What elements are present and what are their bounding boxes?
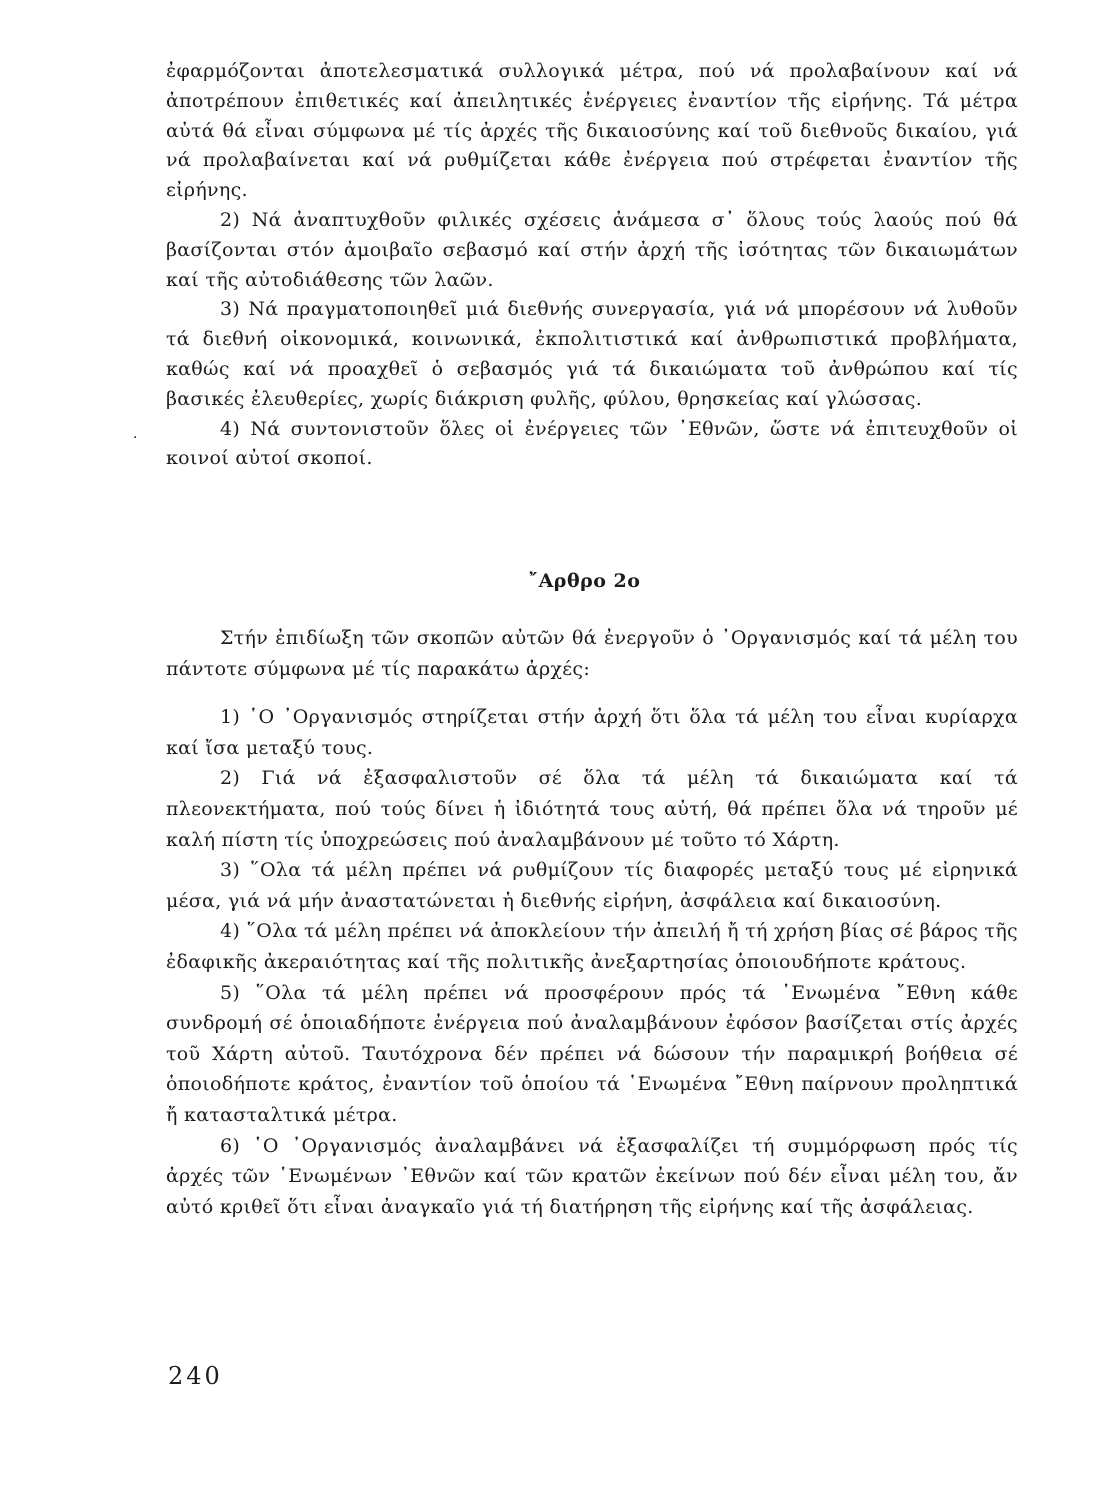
article-heading-text: ῎Αρθρο 2ο xyxy=(528,570,641,592)
top-text-block xyxy=(166,57,1018,474)
paragraph-goal-3: 3) Νά πραγματοποιηθεῖ μιά διεθνής συνεργασία, γιά νά μπορέσουν νά λυθοῦν τά διεθνή οἰκονομικά, κοινωνικά, ἐκπολιτιστικά καί ἀνθρωπιστικά προβλήματα, καθώς καί νά προαχθεῖ ὁ σεβασμός γιά τά δικαιώματα τοῦ ἀνθρώπου καί τίς βασικές ἐλευθερίες, χωρίς διάκριση φυλῆς, φύλου, θρησκείας καί γλώσσας. xyxy=(166,298,1018,410)
article-heading xyxy=(0,570,1109,592)
principle-6: 6) ῾Ο ᾽Οργανισμός ἀναλαμβάνει νά ἐξασφαλίζει τή συμμόρφωση πρός τίς ἀρχές τῶν ῾Ενωμένων ᾽Εθνῶν καί τῶν κρατῶν ἐκείνων πού δέν εἶναι μέλη του, ἄν αὐτό κριθεῖ ὅτι εἶναι ἀναγκαῖο γιά τή διατήρηση τῆς εἰρήνης καί τῆς ἀσφάλειας. xyxy=(166,1134,1018,1218)
principle-3: 3) ῞Ολα τά μέλη πρέπει νά ρυθμίζουν τίς διαφορές μεταξύ τους μέ εἰρηνικά μέσα, γιά νά μήν ἀναστατώνεται ἡ διεθνής εἰρήνη, ἀσφάλεια καί δικαιοσύνη. xyxy=(166,859,1018,912)
paragraph-continuation: ἐφαρμόζονται ἀποτελεσματικά συλλογικά μέτρα, πού νά προλαβαίνουν καί νά ἀποτρέπουν ἐπιθετικές καί ἀπειλητικές ἐνέργειες ἐναντίον τῆς εἰρήνης. Τά μέτρα αὐτά θά εἶναι σύμφωνα μέ τίς ἀρχές τῆς δικαιοσύνης καί τοῦ διεθνοῦς δικαίου, γιά νά προλαβαίνεται καί νά ρυθμίζεται κάθε ἐνέργεια πού στρέφεται ἐναντίον τῆς εἰρήνης. xyxy=(166,60,1018,202)
paragraph-goal-2: 2) Νά ἀναπτυχθοῦν φιλικές σχέσεις ἀνάμεσα σ᾽ ὅλους τούς λαούς πού θά βασίζονται στόν ἀμοιβαῖο σεβασμό καί στήν ἀρχή τῆς ἰσότητας τῶν δικαιωμάτων καί τῆς αὐτοδιάθεσης τῶν λαῶν. xyxy=(166,208,1018,291)
paragraph-goal-4: 4) Νά συντονιστοῦν ὅλες οἱ ἐνέργειες τῶν ᾽Εθνῶν, ὥστε νά ἐπιτευχθοῦν οἱ κοινοί αὐτοί σκοποί. xyxy=(166,417,1018,470)
principle-1: 1) ῾Ο ᾽Οργανισμός στηρίζεται στήν ἀρχή ὅτι ὅλα τά μέλη του εἶναι κυρίαρχα καί ἴσα μεταξύ τους. xyxy=(166,706,1018,759)
principle-2: 2) Γιά νά ἐξασφαλιστοῦν σέ ὅλα τά μέλη τά δικαιώματα καί τά πλεονεκτήματα, πού τούς δίνει ἡ ἰδιότητά τους αὐτή, θά πρέπει ὅλα νά τηροῦν μέ καλή πίστη τίς ὑποχρεώσεις πού ἀναλαμβάνουν μέ τοῦτο τό Χάρτη. xyxy=(166,767,1018,851)
margin-dot-mark: · xyxy=(133,430,138,446)
page-number: 240 xyxy=(168,1362,223,1390)
article-2-text-block xyxy=(166,623,1018,1222)
principle-5: 5) ῞Ολα τά μέλη πρέπει νά προσφέρουν πρός τά ῾Ενωμένα ῎Εθνη κάθε συνδρομή σέ ὁποιαδήποτε ἐνέργεια πού ἀναλαμβάνουν ἐφόσον βασίζεται στίς ἀρχές τοῦ Χάρτη αὐτοῦ. Ταυτόχρονα δέν πρέπει νά δώσουν τήν παραμικρή βοήθεια σέ ὁποιοδήποτε κράτος, ἐναντίον τοῦ ὁποίου τά ῾Ενωμένα ῎Εθνη παίρνουν προληπτικά ἤ κατασταλτικά μέτρα. xyxy=(166,981,1018,1126)
intro-paragraph: Στήν ἐπιδίωξη τῶν σκοπῶν αὐτῶν θά ἐνεργοῦν ὁ ᾽Οργανισμός καί τά μέλη του πάντοτε σύμφωνα μέ τίς παρακάτω ἀρχές: xyxy=(166,627,1018,680)
principle-4: 4) ῞Ολα τά μέλη πρέπει νά ἀποκλείουν τήν ἀπειλή ἤ τή χρήση βίας σέ βάρος τῆς ἐδαφικῆς ἀκεραιότητας καί τῆς πολιτικῆς ἀνεξαρτησίας ὁποιουδήποτε κράτους. xyxy=(166,920,1018,973)
paragraph-gap xyxy=(166,684,1018,702)
